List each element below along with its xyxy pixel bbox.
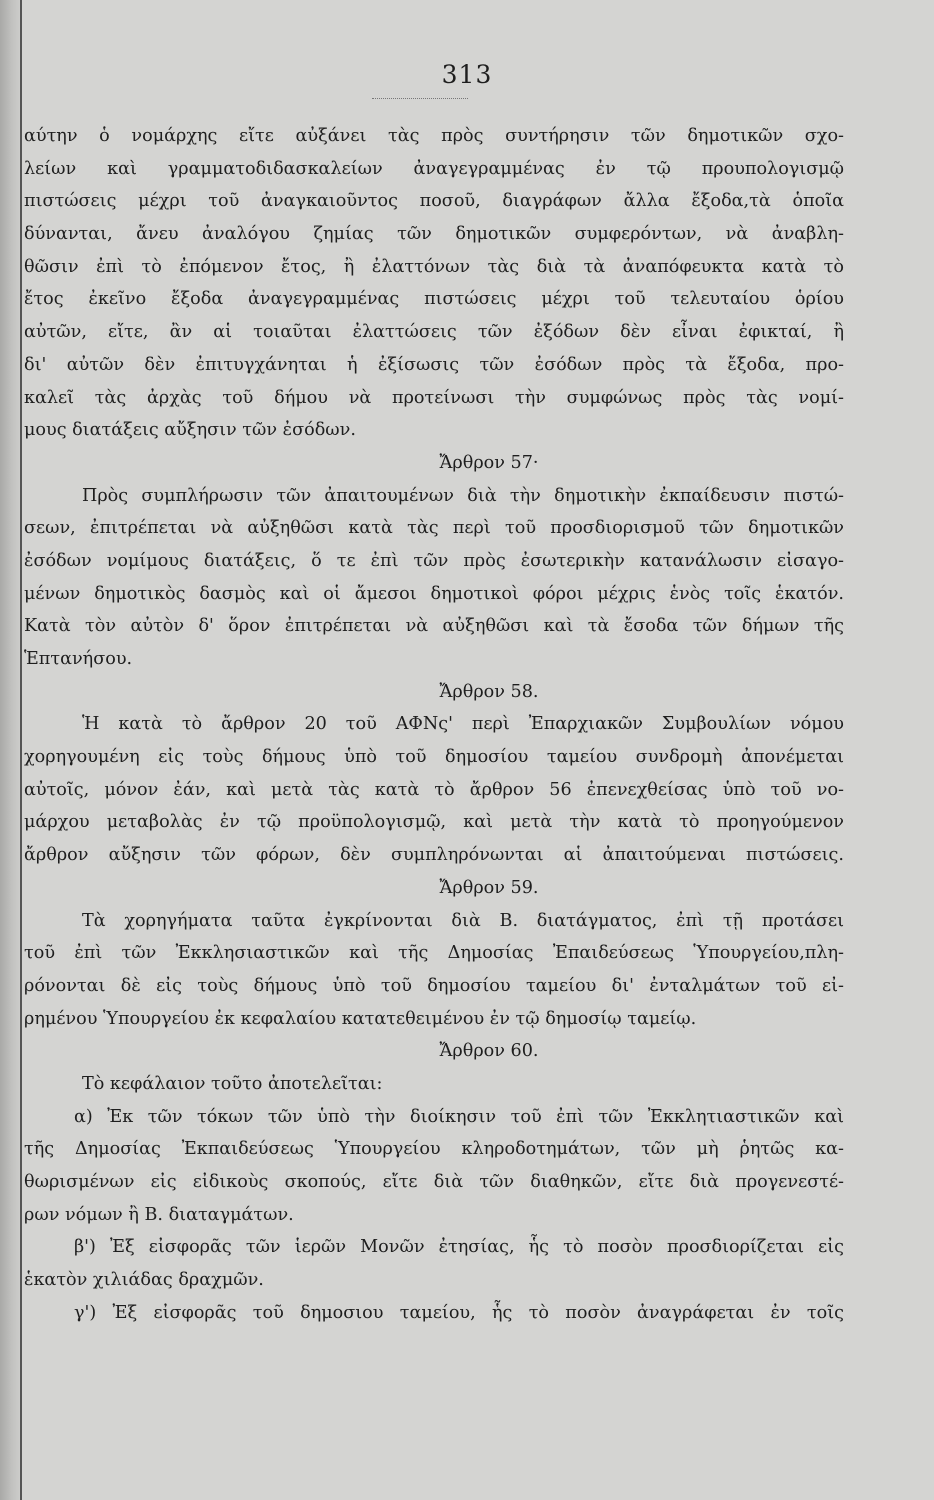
text-line: τῆς Δημοσίας Ἐκπαιδεύσεως Ὑπουργείου κληροδοτημάτων, τῶν μὴ ῥητῶς κα- <box>24 1139 844 1160</box>
text-line: αὐτοῖς, μόνον ἐάν, καὶ μετὰ τὰς κατὰ τὸ ἄρθρον 56 ἐπενεχθείσας ὑπὸ τοῦ νο- <box>24 779 844 800</box>
text-line: Τὸ κεφάλαιον τοῦτο ἀποτελεῖται: <box>82 1073 383 1094</box>
page-number-rule <box>372 98 468 99</box>
text-line: μάρχου μεταβολὰς ἐν τῷ προϋπολογισμῷ, καὶ μετὰ τὴν κατὰ τὸ προηγούμενον <box>24 812 844 833</box>
article-heading: Ἄρθρον 59. <box>439 877 539 898</box>
text-line: δι' αὐτῶν δὲν ἐπιτυγχάνηται ἡ ἐξίσωσις τῶν ἐσόδων πρὸς τὰ ἔξοδα, προ- <box>24 354 844 375</box>
text-line: Ἡ κατὰ τὸ ἄρθρον 20 τοῦ ΑΦΝς' περὶ Ἐπαρχιακῶν Συμβουλίων νόμου <box>82 714 844 735</box>
text-line: ρων νόμων ἢ Β. διαταγμάτων. <box>24 1204 294 1225</box>
text-line: θωρισμένων εἰς εἰδικοὺς σκοπούς, εἴτε διὰ τῶν διαθηκῶν, εἴτε διὰ προγενεστέ- <box>24 1172 844 1192</box>
text-line: ρημένου Ὑπουργείου ἐκ κεφαλαίου κατατεθειμένου ἐν τῷ δημοσίῳ ταμείῳ. <box>24 1008 697 1029</box>
page-number: 313 <box>441 60 493 89</box>
text-line: ρόνονται δὲ εἰς τοὺς δήμους ὑπὸ τοῦ δημοσίου ταμείου δι' ἐνταλμάτων τοῦ εἰ- <box>24 975 844 996</box>
text-line: ἄρθρον αὔξησιν τῶν φόρων, δὲν συμπληρόνωνται αἱ ἀπαιτούμεναι πιστώσεις. <box>24 845 844 866</box>
text-line: δύνανται, ἄνευ ἀναλόγου ζημίας τῶν δημοτικῶν συμφερόντων, νὰ ἀναβλη- <box>24 224 844 245</box>
text-line: θῶσιν ἐπὶ τὸ ἐπόμενον ἔτος, ἢ ἐλαττόνων τὰς διὰ τὰ ἀναπόφευκτα κατὰ τὸ <box>24 256 844 277</box>
text-line: αὐτῶν, εἴτε, ἂν αἱ τοιαῦται ἐλαττώσεις τῶν ἐξόδων δὲν εἶναι ἐφικταί, ἢ <box>24 322 844 343</box>
text-line: μους διατάξεις αὔξησιν τῶν ἐσόδων. <box>24 420 356 441</box>
text-line: λείων καὶ γραμματοδιδασκαλείων ἀναγεγραμμένας ἐν τῷ προυπολογισμῷ <box>24 158 844 179</box>
text-line: Κατὰ τὸν αὐτὸν δ' ὅρον ἐπιτρέπεται νὰ αὐξηθῶσι καὶ τὰ ἔσοδα τῶν δήμων τῆς <box>24 616 844 637</box>
text-line: τοῦ ἐπὶ τῶν Ἐκκλησιαστικῶν καὶ τῆς Δημοσίας Ἐπαιδεύσεως Ὑπουργείου,πλη- <box>24 943 844 964</box>
text-line: α) Ἐκ τῶν τόκων τῶν ὑπὸ τὴν διοίκησιν τοῦ ἐπὶ τῶν Ἐκκλητιαστικῶν καὶ <box>74 1106 844 1127</box>
article-heading: Ἄρθρον 60. <box>439 1041 539 1062</box>
text-line: ἑκατὸν χιλιάδας δραχμῶν. <box>24 1270 264 1291</box>
text-line: μένων δημοτικὸς δασμὸς καὶ οἱ ἄμεσοι δημοτικοὶ φόροι μέχρις ἑνὸς τοῖς ἑκατόν. <box>24 583 844 604</box>
text-line: ἔτος ἐκεῖνο ἔξοδα ἀναγεγραμμένας πιστώσεις μέχρι τοῦ τελευταίου ὁρίου <box>24 289 844 310</box>
text-line: Πρὸς συμπλήρωσιν τῶν ἀπαιτουμένων διὰ τὴν δημοτικὴν ἐκπαίδευσιν πιστώ- <box>82 485 844 506</box>
text-line: χορηγουμένη εἰς τοὺς δήμους ὑπὸ τοῦ δημοσίου ταμείου συνδρομὴ ἀπονέμεται <box>24 747 844 768</box>
text-line: καλεῖ τὰς ἀρχὰς τοῦ δήμου νὰ προτείνωσι τὴν συμφώνως πρὸς τὰς νομί- <box>24 387 844 408</box>
article-heading: Ἄρθρον 58. <box>439 681 539 702</box>
text-line: ἐσόδων νομίμους διατάξεις, ὅ τε ἐπὶ τῶν πρὸς ἐσωτερικὴν κατανάλωσιν εἰσαγο- <box>24 550 844 571</box>
binding-shadow-line <box>20 0 22 1500</box>
article-heading: Ἄρθρον 57· <box>439 452 539 473</box>
book-binding-edge <box>0 0 22 1500</box>
text-line: πιστώσεις μέχρι τοῦ ἀναγκαιοῦντος ποσοῦ, διαγράφων ἄλλα ἔξοδα,τὰ ὁποῖα <box>24 191 844 212</box>
text-line: σεων, ἐπιτρέπεται νὰ αὐξηθῶσι κατὰ τὰς περὶ τοῦ προσδιορισμοῦ τῶν δημοτικῶν <box>24 518 844 539</box>
text-line: γ') Ἐξ εἰσφορᾶς τοῦ δημοσιου ταμείου, ἧς τὸ ποσὸν ἀναγράφεται ἐν τοῖς <box>74 1302 844 1323</box>
text-line: Τὰ χορηγήματα ταῦτα ἐγκρίνονται διὰ Β. διατάγματος, ἐπὶ τῇ προτάσει <box>82 910 844 931</box>
text-line: β') Ἐξ εἰσφορᾶς τῶν ἱερῶν Μονῶν ἐτησίας, ἧς τὸ ποσὸν προσδιορίζεται εἰς <box>74 1237 844 1258</box>
text-line: Ἑπτανήσου. <box>24 649 133 669</box>
text-line: αύτην ὁ νομάρχης εἴτε αὐξάνει τὰς πρὸς συντήρησιν τῶν δημοτικῶν σχο- <box>24 126 844 146</box>
body-text <box>24 120 844 1329</box>
